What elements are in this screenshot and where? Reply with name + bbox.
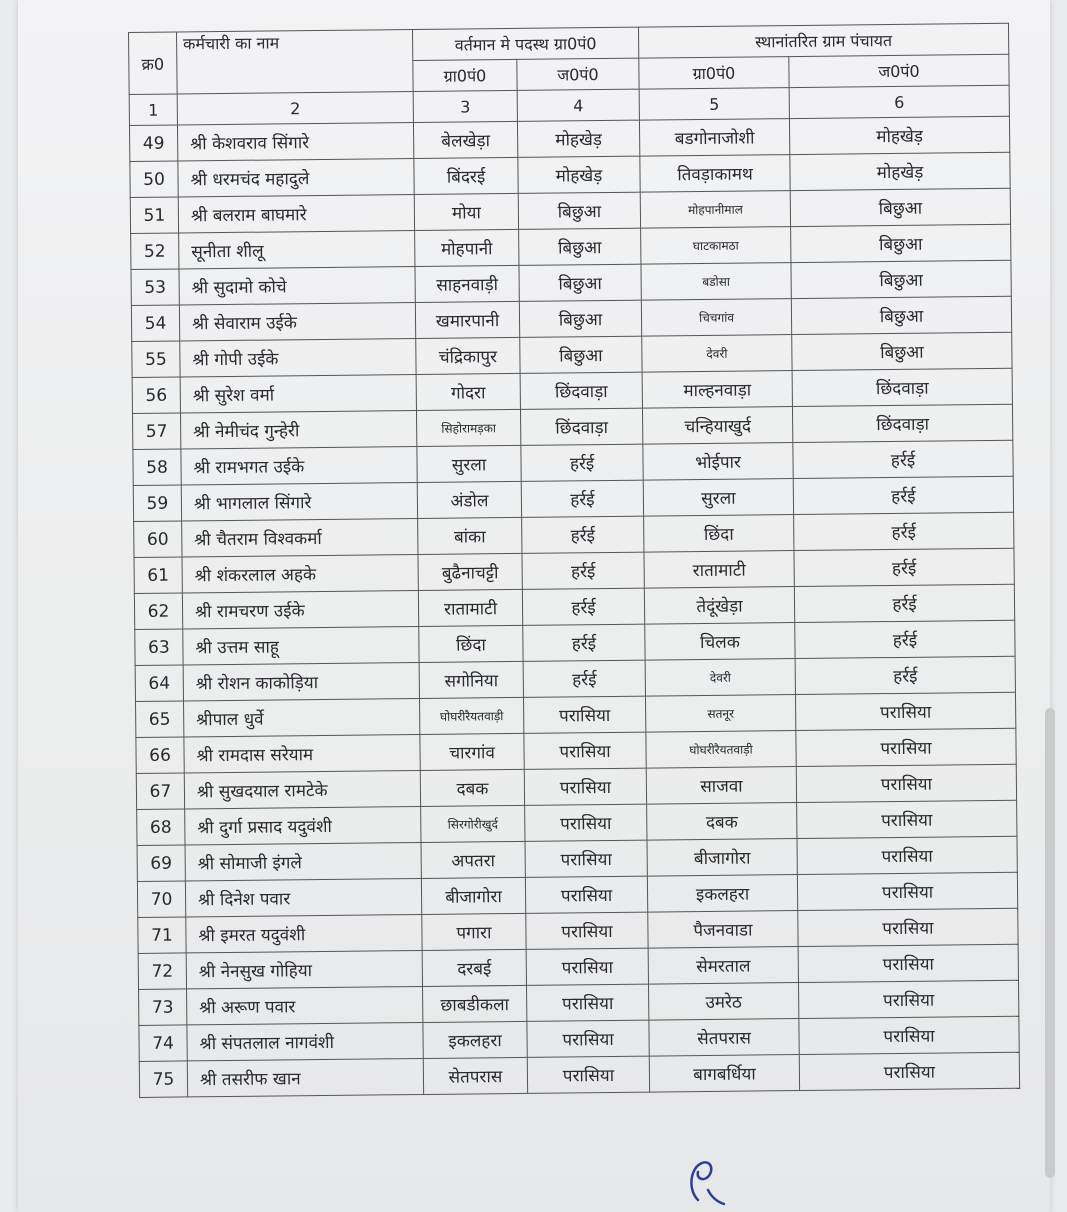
cell-current-gram-panchayat: मोया [414, 193, 518, 230]
cell-employee-name: श्री सोमाजी इंगले [185, 842, 421, 880]
cell-employee-name: श्री तसरीफ खान [187, 1058, 423, 1096]
cell-current-janpad-panchayat: परासिया [525, 804, 647, 841]
cell-transfer-janpad-panchayat: परासिया [799, 980, 1019, 1018]
cell-transfer-janpad-panchayat: छिंदवाड़ा [792, 404, 1012, 442]
cell-current-janpad-panchayat: परासिया [525, 840, 647, 877]
cell-current-janpad-panchayat: परासिया [524, 768, 646, 805]
cell-transfer-gram-panchayat: उमरेठ [649, 983, 799, 1021]
cell-current-janpad-panchayat: मोहखेड़ [517, 120, 639, 157]
cell-current-janpad-panchayat: हर्रई [523, 660, 645, 697]
sub-header-current-gp: ग्रा0पं0 [413, 59, 517, 91]
cell-serial: 74 [139, 1025, 187, 1062]
cell-employee-name: श्री केशवराव सिंगारे [177, 123, 413, 161]
cell-employee-name: श्री भागलाल सिंगारे [181, 482, 417, 520]
cell-transfer-janpad-panchayat: हर्रई [795, 620, 1015, 658]
cell-employee-name: श्री धरमचंद महादुले [178, 159, 414, 197]
cell-serial: 73 [139, 989, 187, 1026]
cell-serial: 63 [135, 629, 183, 666]
col-number: 6 [789, 85, 1009, 118]
cell-current-janpad-panchayat: परासिया [527, 1056, 649, 1093]
cell-current-gram-panchayat: सिरगोरीखुर्द [421, 805, 525, 842]
cell-employee-name: श्री नेमीचंद गुन्हेरी [180, 410, 416, 448]
cell-current-janpad-panchayat: बिछुआ [519, 264, 641, 301]
cell-current-gram-panchayat: सगोनिया [419, 661, 523, 698]
cell-current-gram-panchayat: छिंदा [419, 625, 523, 662]
cell-employee-name: श्री इमरत यदुवंशी [186, 914, 422, 952]
cell-current-gram-panchayat: सिहोरामड़का [416, 409, 520, 446]
sub-header-transfer-gp: ग्रा0पं0 [639, 57, 789, 90]
cell-transfer-gram-panchayat: छिंदा [644, 515, 794, 553]
col-number: 2 [177, 92, 413, 125]
cell-current-janpad-panchayat: बिछुआ [519, 228, 641, 265]
cell-transfer-janpad-panchayat: परासिया [798, 908, 1018, 946]
cell-transfer-gram-panchayat: पैजनवाडा [648, 911, 798, 949]
cell-serial: 59 [133, 485, 181, 522]
cell-employee-name: श्री चैतराम विश्वकर्मा [182, 518, 418, 556]
cell-transfer-gram-panchayat: बागबर्धिया [649, 1055, 799, 1093]
cell-transfer-gram-panchayat: देवरी [645, 659, 795, 697]
cell-employee-name: श्री अरूण पवार [187, 986, 423, 1024]
cell-current-janpad-panchayat: हर्रई [521, 444, 643, 481]
signature-mark [678, 1150, 748, 1210]
cell-serial: 69 [137, 845, 185, 882]
cell-transfer-gram-panchayat: रातामाटी [644, 551, 794, 589]
cell-transfer-janpad-panchayat: बिछुआ [790, 188, 1010, 226]
cell-employee-name: श्री दुर्गा प्रसाद यदुवंशी [185, 806, 421, 844]
transfer-table [128, 23, 1020, 1098]
cell-transfer-janpad-panchayat: परासिया [796, 728, 1016, 766]
cell-transfer-janpad-panchayat: हर्रई [794, 584, 1014, 622]
cell-current-gram-panchayat: इकलहरा [423, 1021, 527, 1058]
cell-transfer-janpad-panchayat: हर्रई [793, 476, 1013, 514]
cell-transfer-janpad-panchayat: परासिया [798, 944, 1018, 982]
cell-current-janpad-panchayat: परासिया [526, 912, 648, 949]
cell-current-gram-panchayat: अपतरा [421, 841, 525, 878]
cell-current-janpad-panchayat: छिंदवाड़ा [520, 372, 642, 409]
cell-transfer-gram-panchayat: दबक [647, 803, 797, 841]
cell-serial: 64 [135, 665, 183, 702]
cell-serial: 57 [132, 413, 180, 450]
cell-current-gram-panchayat: घोघरीरैयतवाड़ी [419, 697, 523, 734]
cell-transfer-gram-panchayat: साजवा [646, 767, 796, 805]
cell-transfer-gram-panchayat: माल्हनवाड़ा [642, 371, 792, 409]
col-header-sn: क्र0 [129, 32, 178, 94]
cell-serial: 61 [134, 557, 182, 594]
group-header-transfer: स्थानांतरित ग्राम पंचायत [638, 23, 1008, 58]
cell-current-janpad-panchayat: बिछुआ [519, 300, 641, 337]
cell-current-janpad-panchayat: हर्रई [522, 552, 644, 589]
cell-transfer-gram-panchayat: घाटकामठा [641, 227, 791, 265]
cell-current-gram-panchayat: खमारपानी [415, 301, 519, 338]
cell-transfer-janpad-panchayat: हर्रई [793, 440, 1013, 478]
cell-serial: 49 [129, 125, 177, 162]
cell-transfer-gram-panchayat: इकलहरा [647, 875, 797, 913]
cell-serial: 58 [133, 449, 181, 486]
cell-serial: 56 [132, 377, 180, 414]
cell-current-gram-panchayat: बांका [418, 517, 522, 554]
cell-transfer-janpad-panchayat: बिछुआ [791, 296, 1011, 334]
cell-employee-name: श्री सुखदयाल रामटेके [184, 770, 420, 808]
cell-transfer-gram-panchayat: भोईपार [643, 443, 793, 481]
cell-current-janpad-panchayat: बिछुआ [518, 192, 640, 229]
cell-employee-name: श्री दिनेश पवार [185, 878, 421, 916]
cell-employee-name: श्री बलराम बाघमारे [178, 195, 414, 233]
cell-serial: 70 [137, 881, 185, 918]
cell-employee-name: श्री रोशन काकोड़िया [183, 662, 419, 700]
cell-serial: 55 [132, 341, 180, 378]
col-number: 3 [413, 90, 517, 122]
cell-transfer-gram-panchayat: चिलक [645, 623, 795, 661]
cell-transfer-janpad-panchayat: परासिया [797, 836, 1017, 874]
cell-current-gram-panchayat: रातामाटी [418, 589, 522, 626]
cell-transfer-janpad-panchayat: परासिया [796, 764, 1016, 802]
cell-current-janpad-panchayat: मोहखेड़ [518, 156, 640, 193]
col-number: 5 [639, 88, 789, 121]
cell-employee-name: श्री रामदास सरेयाम [184, 734, 420, 772]
col-number: 1 [129, 94, 177, 126]
cell-serial: 65 [136, 701, 184, 738]
cell-current-gram-panchayat: बुढैनाचट्टी [418, 553, 522, 590]
cell-current-gram-panchayat: चारगांव [420, 733, 524, 770]
cell-employee-name: श्री सेवाराम उईके [179, 303, 415, 341]
cell-employee-name: श्री संपतलाल नागवंशी [187, 1022, 423, 1060]
col-header-name: कर्मचारी का नाम [177, 30, 414, 94]
cell-transfer-janpad-panchayat: हर्रई [794, 548, 1014, 586]
cell-transfer-janpad-panchayat: परासिया [795, 692, 1015, 730]
cell-transfer-gram-panchayat: मोहपानीमाल [640, 191, 790, 229]
cell-current-janpad-panchayat: बिछुआ [520, 336, 642, 373]
cell-employee-name: श्रीपाल धुर्वे [184, 698, 420, 736]
cell-transfer-gram-panchayat: बीजागोरा [647, 839, 797, 877]
cell-transfer-janpad-panchayat: बिछुआ [791, 260, 1011, 298]
cell-serial: 53 [131, 269, 179, 306]
cell-transfer-janpad-panchayat: परासिया [799, 1016, 1019, 1054]
cell-transfer-gram-panchayat: बडगोनाजोशी [639, 119, 789, 157]
cell-transfer-gram-panchayat: चिचगांव [641, 299, 791, 337]
cell-current-janpad-panchayat: परासिया [525, 876, 647, 913]
cell-current-gram-panchayat: गोदरा [416, 373, 520, 410]
cell-employee-name: श्री उत्तम साहू [183, 626, 419, 664]
cell-current-janpad-panchayat: परासिया [527, 1020, 649, 1057]
cell-transfer-gram-panchayat: घोघरीरैयतवाड़ी [646, 731, 796, 769]
cell-current-gram-panchayat: सेतपरास [423, 1057, 527, 1094]
cell-transfer-gram-panchayat: सतनूर [645, 695, 795, 733]
sub-header-current-jp: ज0पं0 [517, 58, 639, 90]
cell-current-gram-panchayat: सुरला [417, 445, 521, 482]
cell-current-gram-panchayat: दबक [420, 769, 524, 806]
cell-current-janpad-panchayat: हर्रई [522, 516, 644, 553]
cell-employee-name: श्री रामचरण उईके [182, 590, 418, 628]
cell-current-gram-panchayat: बिंदरई [414, 157, 518, 194]
cell-transfer-gram-panchayat: तेदूंखेड़ा [644, 587, 794, 625]
cell-transfer-janpad-panchayat: मोहखेड़ [789, 116, 1009, 154]
cell-current-gram-panchayat: दरबई [422, 949, 526, 986]
cell-transfer-gram-panchayat: सेतपरास [649, 1019, 799, 1057]
table-body [129, 116, 1019, 1097]
page-scrollbar[interactable] [1045, 708, 1055, 1178]
cell-employee-name: श्री रामभगत उईके [181, 446, 417, 484]
transfer-table-wrapper [128, 23, 1019, 1098]
cell-transfer-gram-panchayat: सेमरताल [648, 947, 798, 985]
cell-serial: 68 [137, 809, 185, 846]
cell-employee-name: श्री नेनसुख गोहिया [186, 950, 422, 988]
cell-transfer-janpad-panchayat: हर्रई [794, 512, 1014, 550]
cell-transfer-janpad-panchayat: हर्रई [795, 656, 1015, 694]
cell-employee-name: श्री सुरेश वर्मा [180, 375, 416, 413]
cell-transfer-janpad-panchayat: परासिया [799, 1052, 1019, 1090]
cell-employee-name: सूनीता शीलू [179, 231, 415, 269]
scanned-page [18, 0, 1050, 1212]
cell-current-gram-panchayat: मोहपानी [415, 229, 519, 266]
cell-current-gram-panchayat: पगारा [422, 913, 526, 950]
sub-header-transfer-jp: ज0पं0 [789, 54, 1009, 87]
cell-transfer-janpad-panchayat: परासिया [797, 872, 1017, 910]
cell-serial: 54 [131, 305, 179, 342]
cell-transfer-janpad-panchayat: बिछुआ [792, 332, 1012, 370]
cell-current-janpad-panchayat: हर्रई [521, 480, 643, 517]
cell-current-janpad-panchayat: हर्रई [523, 624, 645, 661]
cell-employee-name: श्री गोपी उईके [180, 339, 416, 377]
cell-serial: 71 [138, 917, 186, 954]
cell-serial: 60 [134, 521, 182, 558]
cell-serial: 62 [134, 593, 182, 630]
cell-serial: 72 [138, 953, 186, 990]
cell-current-gram-panchayat: छाबडीकला [423, 985, 527, 1022]
cell-current-janpad-panchayat: हर्रई [522, 588, 644, 625]
cell-employee-name: श्री शंकरलाल अहके [182, 554, 418, 592]
cell-transfer-janpad-panchayat: परासिया [797, 800, 1017, 838]
cell-current-gram-panchayat: अंडोल [417, 481, 521, 518]
col-number: 4 [517, 89, 639, 121]
cell-serial: 75 [139, 1061, 187, 1098]
cell-serial: 51 [130, 197, 178, 234]
cell-serial: 52 [131, 233, 179, 270]
cell-current-gram-panchayat: चंद्रिकापुर [416, 337, 520, 374]
cell-transfer-gram-panchayat: तिवड़ाकामथ [640, 155, 790, 193]
cell-transfer-gram-panchayat: देवरी [642, 335, 792, 373]
cell-transfer-janpad-panchayat: मोहखेड़ [790, 152, 1010, 190]
cell-current-janpad-panchayat: परासिया [526, 948, 648, 985]
cell-serial: 50 [130, 161, 178, 198]
cell-current-janpad-panchayat: परासिया [523, 696, 645, 733]
cell-transfer-gram-panchayat: चन्हियाखुर्द [642, 407, 792, 445]
cell-current-gram-panchayat: बेलखेड़ा [413, 121, 517, 158]
cell-transfer-janpad-panchayat: छिंदवाड़ा [792, 368, 1012, 406]
cell-current-janpad-panchayat: परासिया [524, 732, 646, 769]
cell-current-janpad-panchayat: छिंदवाड़ा [520, 408, 642, 445]
cell-serial: 66 [136, 737, 184, 774]
cell-transfer-gram-panchayat: बडोसा [641, 263, 791, 301]
cell-current-gram-panchayat: साहनवाड़ी [415, 265, 519, 302]
cell-current-gram-panchayat: बीजागोरा [421, 877, 525, 914]
cell-transfer-gram-panchayat: सुरला [643, 479, 793, 517]
cell-employee-name: श्री सुदामो कोचे [179, 267, 415, 305]
cell-current-janpad-panchayat: परासिया [527, 984, 649, 1021]
cell-transfer-janpad-panchayat: बिछुआ [791, 224, 1011, 262]
cell-serial: 67 [136, 773, 184, 810]
group-header-current: वर्तमान मे पदस्थ ग्रा0पं0 [412, 27, 638, 60]
